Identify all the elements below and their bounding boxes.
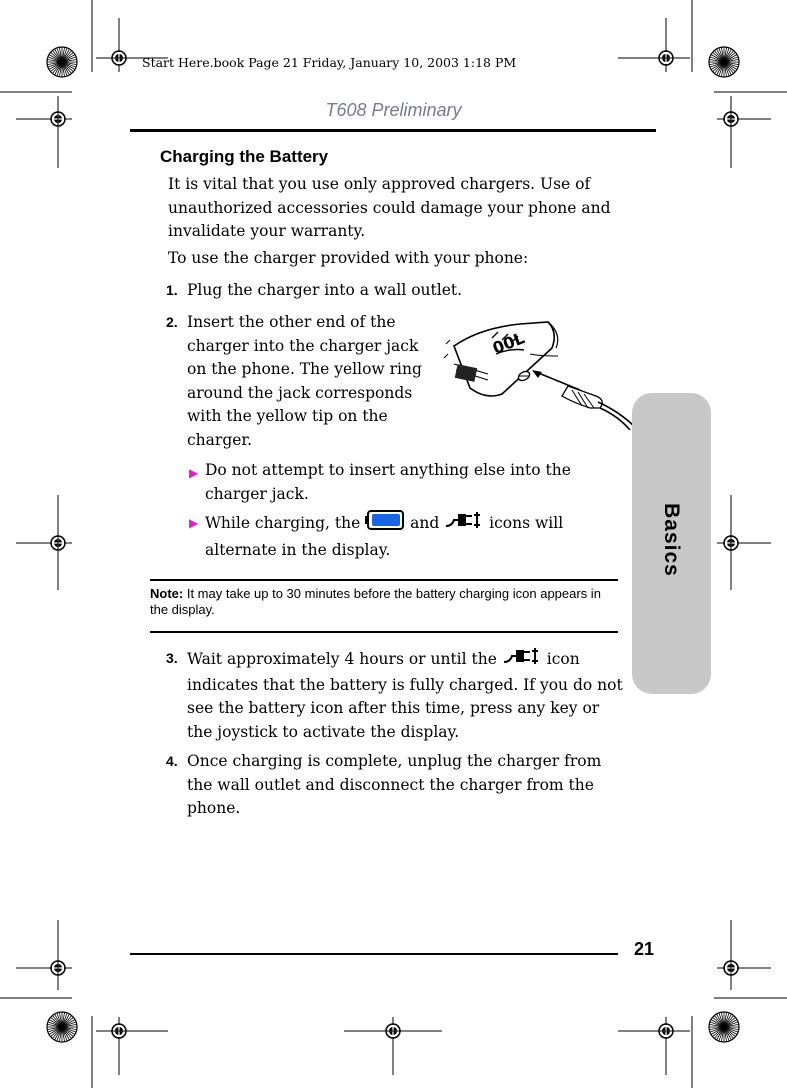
bullet-text-middle: and [410, 513, 440, 532]
section-heading: Charging the Battery [160, 147, 329, 166]
intro-paragraph: It is vital that you use only approved chargers. Use of unauthorized accessories could damage your phone and invalidate your warranty. [168, 175, 611, 240]
lead-in-text: To use the charger provided with your phone: [168, 249, 529, 267]
starburst-mark [47, 1012, 77, 1042]
page-number: 21 [634, 939, 655, 959]
note [150, 586, 620, 618]
footer-rule [130, 953, 618, 955]
bullet-text-after: icons will alternate in the display. [205, 513, 564, 559]
charging-plug-icon [444, 510, 484, 538]
note-rule-top [150, 579, 618, 581]
print-header: Start Here.book Page 21 Friday, January 10, 2003 1:18 PM [142, 55, 517, 70]
svg-text:00L: 00L [489, 328, 528, 359]
step-number: 3. [166, 650, 178, 666]
bullet-marker: ▶ [189, 466, 199, 480]
bullet-text: Do not attempt to insert anything else into the charger jack. [205, 461, 571, 503]
step-text: Once charging is complete, unplug the charger from the wall outlet and disconnect the charger from the phone. [187, 752, 602, 817]
phone-charger-illustration [440, 318, 640, 430]
step-text: Plug the charger into a wall outlet. [187, 281, 463, 299]
step-text-after: icon indicates that the battery is fully charged. If you do not see the battery icon after this time, press any key or the joystick to activate the display. [187, 649, 623, 741]
starburst-mark [47, 47, 77, 77]
bullet-text [205, 509, 605, 562]
note-text: It may take up to 30 minutes before the battery charging icon appears in the display. [150, 586, 601, 617]
note-rule-bottom [150, 631, 618, 633]
bullet-marker: ▶ [189, 516, 199, 530]
starburst-mark [709, 47, 739, 77]
step-number: 2. [166, 314, 178, 330]
bullet-text-before: While charging, the [205, 513, 361, 532]
step-text [187, 646, 627, 744]
starburst-mark [709, 1012, 739, 1042]
section-tab-label: Basics [660, 503, 683, 577]
header-rule [130, 129, 656, 132]
step-text-before: Wait approximately 4 hours or until the [187, 649, 497, 668]
running-title: T608 Preliminary [325, 100, 462, 120]
step-number: 1. [166, 282, 178, 298]
charging-plug-icon [502, 646, 542, 674]
step-text: Insert the other end of the charger into the charger jack on the phone. The yellow ring around the jack corresponds with the yellow tip on the charger. [187, 313, 422, 449]
note-label: Note: [150, 586, 184, 601]
step-number: 4. [166, 753, 178, 769]
battery-icon [365, 509, 405, 539]
